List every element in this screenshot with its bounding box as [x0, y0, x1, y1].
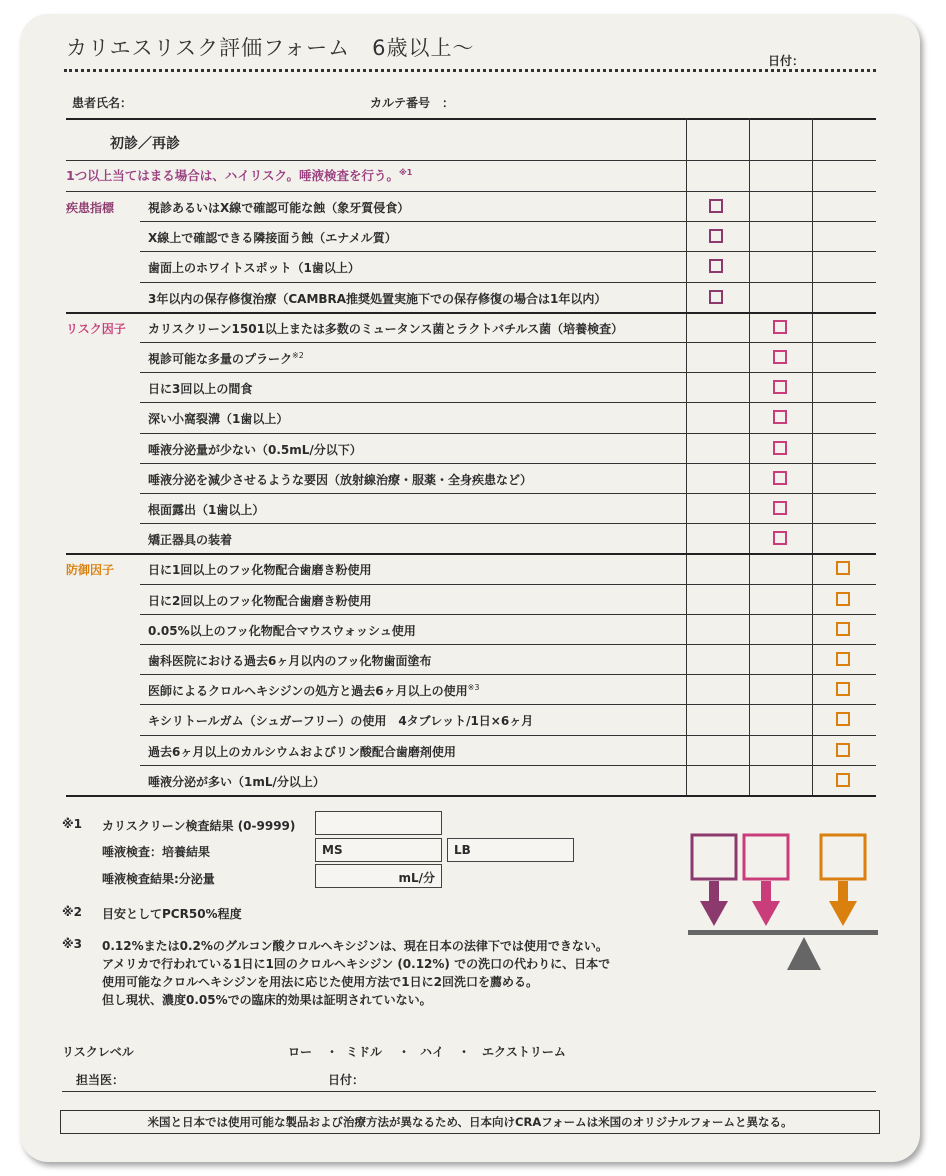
cariscreen-label: カリスクリーン検査結果 (0-9999): [102, 819, 296, 833]
row-divider: [140, 584, 876, 585]
criterion-label: [148, 743, 456, 760]
criterion-label: [148, 229, 397, 246]
criterion-text: 矯正器具の装着: [148, 533, 233, 548]
note-2-text: 目安としてPCR50%程度: [102, 907, 242, 921]
row-divider: [140, 463, 876, 464]
doctor-label: 担当医：: [76, 1073, 125, 1087]
criterion-checkbox[interactable]: [836, 773, 850, 787]
right-weight-box: [821, 835, 865, 879]
row-divider: [140, 523, 876, 524]
criterion-text: 深い小窩裂溝（1歯以上）: [148, 412, 289, 427]
left-arrow-icon: [700, 881, 728, 926]
disclaimer-box: 米国と日本では使用可能な製品および治療方法が異なるため、日本向けCRAフォームは米国のオリジナルフォームと異なる。: [60, 1110, 880, 1134]
column-divider-1: [686, 118, 687, 795]
criterion-checkbox[interactable]: [773, 501, 787, 515]
criterion-label: [148, 652, 432, 669]
balance-scale-illustration: [686, 832, 886, 974]
criterion-checkbox[interactable]: [836, 561, 850, 575]
note-2-mark: ※2: [62, 905, 83, 919]
criterion-text: 日に1回以上のフッ化物配合歯磨き粉使用: [148, 563, 372, 578]
criterion-checkbox[interactable]: [836, 712, 850, 726]
criterion-label: [148, 320, 623, 337]
criterion-text: 過去6ヶ月以上のカルシウムおよびリン酸配合歯磨剤使用: [148, 744, 456, 759]
row-divider: [140, 372, 876, 373]
criterion-checkbox[interactable]: [773, 471, 787, 485]
risk-separator: ・: [326, 1045, 339, 1059]
criterion-label: [148, 592, 372, 609]
row-divider: [140, 282, 876, 283]
column-divider-3: [812, 118, 813, 795]
cariscreen-result-field[interactable]: [315, 811, 442, 835]
criterion-text: カリスクリーン1501以上または多数のミュータンス菌とラクトバチルス菌（培養検査）: [148, 321, 624, 336]
visit-type-label: 初診／再診: [110, 136, 180, 152]
row-divider: [140, 614, 876, 615]
criterion-checkbox[interactable]: [773, 531, 787, 545]
high-risk-instruction: 1つ以上当てはまる場合は、ハイリスク。唾液検査を行う。$^{※1}$: [66, 167, 413, 183]
culture-result-label: 唾液検査：培養結果: [102, 845, 211, 859]
criterion-label: [148, 501, 264, 518]
criterion-label: [148, 350, 304, 367]
criterion-label: [148, 290, 606, 307]
chart-number-label: カルテ番号 ：: [370, 96, 455, 110]
criterion-checkbox[interactable]: [836, 652, 850, 666]
row-divider: [140, 493, 876, 494]
table-top-border: [66, 118, 876, 120]
criterion-text: X線上で確認できる隣接面う蝕（エナメル質）: [148, 231, 397, 246]
row-divider: [140, 251, 876, 252]
criterion-checkbox[interactable]: [709, 290, 723, 304]
risk-extreme[interactable]: エクストリーム: [482, 1045, 566, 1059]
section-divider: [66, 312, 876, 314]
row-divider: [140, 221, 876, 222]
intro-divider: [66, 191, 876, 192]
criterion-checkbox[interactable]: [709, 199, 723, 213]
criterion-label: [148, 712, 533, 729]
criterion-label: [148, 773, 325, 790]
criterion-label: [148, 471, 532, 488]
criterion-text: 歯面上のホワイトスポット（1歯以上）: [148, 261, 360, 276]
criterion-label: [148, 622, 416, 639]
criterion-checkbox[interactable]: [773, 380, 787, 394]
section-divider: [66, 553, 876, 555]
criterion-text: 3年以内の保存修復治療（CAMBRA推奨処置実施下での保存修復の場合は1年以内）: [148, 291, 607, 306]
risk-level-label: リスクレベル: [62, 1045, 134, 1059]
criterion-checkbox[interactable]: [836, 682, 850, 696]
criterion-checkbox[interactable]: [709, 229, 723, 243]
criterion-checkbox[interactable]: [773, 320, 787, 334]
signature-line: [62, 1091, 876, 1092]
risk-separator: ・: [458, 1045, 471, 1059]
row-divider: [140, 674, 876, 675]
criterion-checkbox[interactable]: [709, 259, 723, 273]
risk-high[interactable]: ハイ: [420, 1045, 445, 1059]
criterion-footnote-mark: ※3: [467, 683, 480, 693]
criterion-text: キシリトールガム（シュガーフリー）の使用 4タブレット/1日×6ヶ月: [148, 714, 534, 729]
right-arrow-icon: [829, 881, 857, 926]
criterion-footnote-mark: ※2: [292, 351, 304, 360]
middle-weight-box: [744, 835, 788, 879]
criterion-text: 唾液分泌が多い（1mL/分以上）: [148, 774, 325, 789]
lb-result-field[interactable]: LB: [447, 838, 574, 862]
risk-separator: ・: [398, 1045, 411, 1059]
date-label-bottom: 日付：: [328, 1073, 365, 1087]
criterion-text: 視診可能な多量のプラーク: [148, 352, 293, 366]
criterion-text: 医師によるクロルヘキシジンの処方と過去6ヶ月以上の使用: [148, 684, 468, 699]
patient-name-label: 患者氏名：: [72, 96, 133, 110]
criterion-label: [148, 259, 360, 276]
middle-arrow-icon: [752, 881, 780, 926]
criterion-text: 根面露出（1歯以上）: [148, 503, 265, 517]
criterion-text: 唾液分泌を減少させるような要因（放射線治療・服薬・全身疾患など）: [148, 472, 533, 487]
criterion-label: [148, 682, 479, 699]
row-divider: [140, 433, 876, 434]
criterion-label: [148, 561, 372, 578]
criterion-checkbox[interactable]: [773, 410, 787, 424]
criterion-label: [148, 199, 409, 216]
criterion-checkbox[interactable]: [773, 441, 787, 455]
row-divider: [140, 704, 876, 705]
table-bottom-border: [66, 795, 876, 797]
criterion-label: [148, 380, 252, 397]
risk-middle[interactable]: ミドル: [346, 1045, 383, 1059]
row-divider: [140, 644, 876, 645]
balance-beam: [688, 930, 878, 935]
category-label: 防御因子: [66, 563, 115, 578]
row-divider: [140, 402, 876, 403]
row-divider: [140, 735, 876, 736]
criterion-text: 日に2回以上のフッ化物配合歯磨き粉使用: [148, 593, 372, 608]
criterion-checkbox[interactable]: [773, 350, 787, 364]
fulcrum-icon: [787, 937, 821, 970]
date-label-top: 日付：: [768, 54, 805, 68]
column-divider-2: [749, 118, 750, 795]
saliva-flow-field[interactable]: mL/分: [315, 864, 442, 888]
criterion-checkbox[interactable]: [836, 592, 850, 606]
criterion-text: 日に3回以上の間食: [148, 382, 253, 397]
category-label: 疾患指標: [66, 201, 115, 215]
note-3-mark: ※3: [62, 937, 83, 951]
criterion-checkbox[interactable]: [836, 622, 850, 636]
dotted-divider: [64, 69, 876, 72]
note-3-text: 0.12%または0.2%のグルコン酸クロルヘキシジンは、現在日本の法律下では使用できない。 アメリカで行われている1日に1回のクロルヘキシジン (0.12%) での洗口の代わりに、日本で 使用可能なクロルヘキシジンを用法に応じた使用方法で1日に2回洗口を薦める。 但し現状、濃度0.05%での臨床的効果は証明されていない。: [102, 939, 611, 1007]
row-divider: [140, 765, 876, 766]
criterion-label: [148, 531, 232, 548]
criterion-label: [148, 441, 362, 458]
criterion-text: 歯科医院における過去6ヶ月以内のフッ化物歯面塗布: [148, 654, 432, 668]
ms-result-field[interactable]: MS: [315, 838, 442, 862]
criterion-label: [148, 410, 288, 427]
criterion-text: 0.05%以上のフッ化物配合マウスウォッシュ使用: [148, 623, 416, 638]
row-divider: [140, 342, 876, 343]
form-title: カリエスリスク評価フォーム 6歳以上～: [66, 36, 475, 60]
note-1-mark: ※1: [62, 817, 83, 831]
category-label: リスク因子: [66, 321, 126, 336]
criterion-text: 唾液分泌量が少ない（0.5mL/分以下）: [148, 442, 362, 457]
criterion-checkbox[interactable]: [836, 743, 850, 757]
header-divider: [66, 160, 876, 161]
flow-result-label: 唾液検査結果:分泌量: [102, 872, 215, 886]
left-weight-box: [692, 835, 736, 879]
risk-low[interactable]: ロー: [288, 1045, 313, 1059]
criterion-text: 視診あるいはX線で確認可能な蝕（象牙質侵食）: [148, 201, 410, 215]
